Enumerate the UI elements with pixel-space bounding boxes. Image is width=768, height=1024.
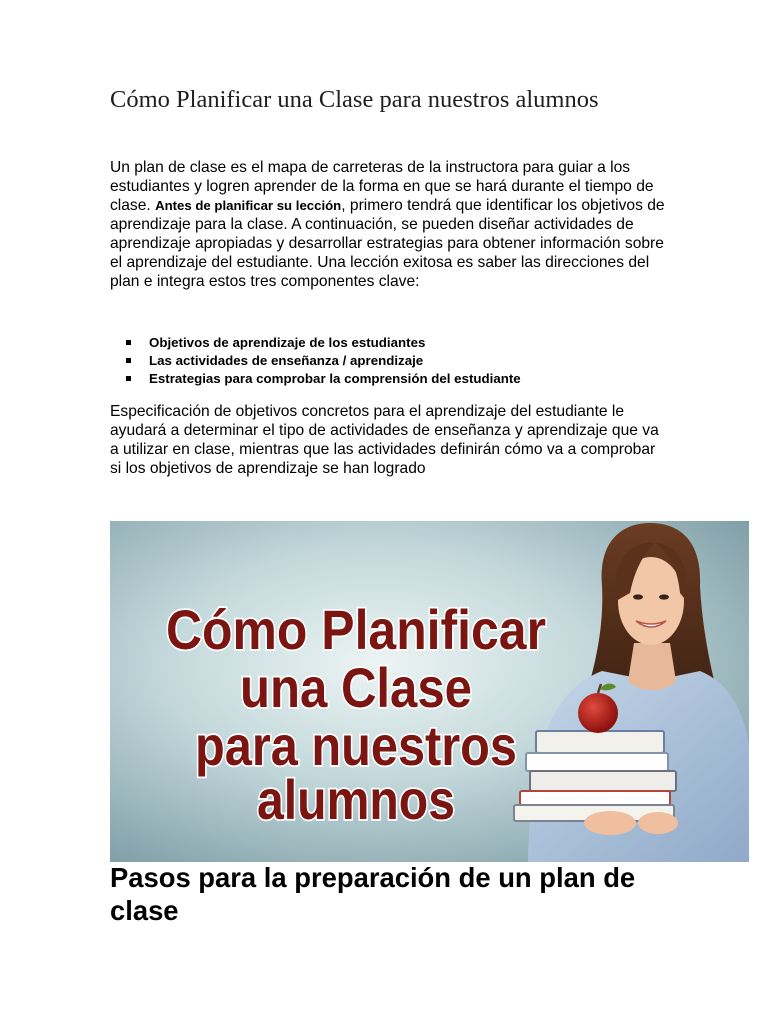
page-title: Cómo Planificar una Clase para nuestros alumnos	[110, 86, 599, 113]
square-bullet-icon	[126, 358, 131, 363]
objectives-paragraph: Especificación de objetivos concretos para el aprendizaje del estudiante le ayudará a determinar el tipo de actividades de enseñanza y aprendizaje que va a utilizar en clase, mientras que las actividades definirán cómo va a comprobar si los objetivos de aprendizaje se han logrado	[110, 403, 659, 477]
banner-line: una Clase	[240, 656, 472, 719]
key-components-list	[110, 334, 521, 387]
banner-line: alumnos	[257, 768, 455, 831]
book-stack	[514, 731, 678, 835]
list-item	[110, 370, 521, 388]
intro-bold-phrase: Antes de planificar su lección	[155, 198, 342, 213]
list-item	[110, 352, 521, 370]
banner-image	[110, 521, 749, 862]
section-heading: Pasos para la preparación de un plan de clase	[110, 862, 636, 926]
square-bullet-icon	[126, 376, 131, 381]
banner-line: para nuestros	[195, 714, 517, 777]
intro-paragraph	[110, 158, 670, 291]
list-item-text: Objetivos de aprendizaje de los estudiantes	[149, 335, 426, 350]
banner-line: Cómo Planificar	[166, 598, 546, 661]
intro-text-start: Un plan de clase es el mapa de carreteras de la instructora para guiar a los estudiantes y logren aprender de la forma en que se hará durante el tiempo de clase.	[110, 159, 654, 214]
list-item	[110, 334, 521, 352]
square-bullet-icon	[126, 340, 131, 345]
intro-text-end: , primero tendrá que identificar los objetivos de aprendizaje para la clase. A continuación, se pueden diseñar actividades de aprendizaje apropiadas y desarrollar estrategias para obtener información sobre el aprendizaje del estudiante. Una lección exitosa es saber las direcciones del plan e integra estos tres componentes clave:	[110, 197, 665, 290]
list-item-text: Las actividades de enseñanza / aprendizaje	[149, 352, 424, 368]
list-item-text: Estrategias para comprobar la comprensión del estudiante	[149, 370, 521, 386]
